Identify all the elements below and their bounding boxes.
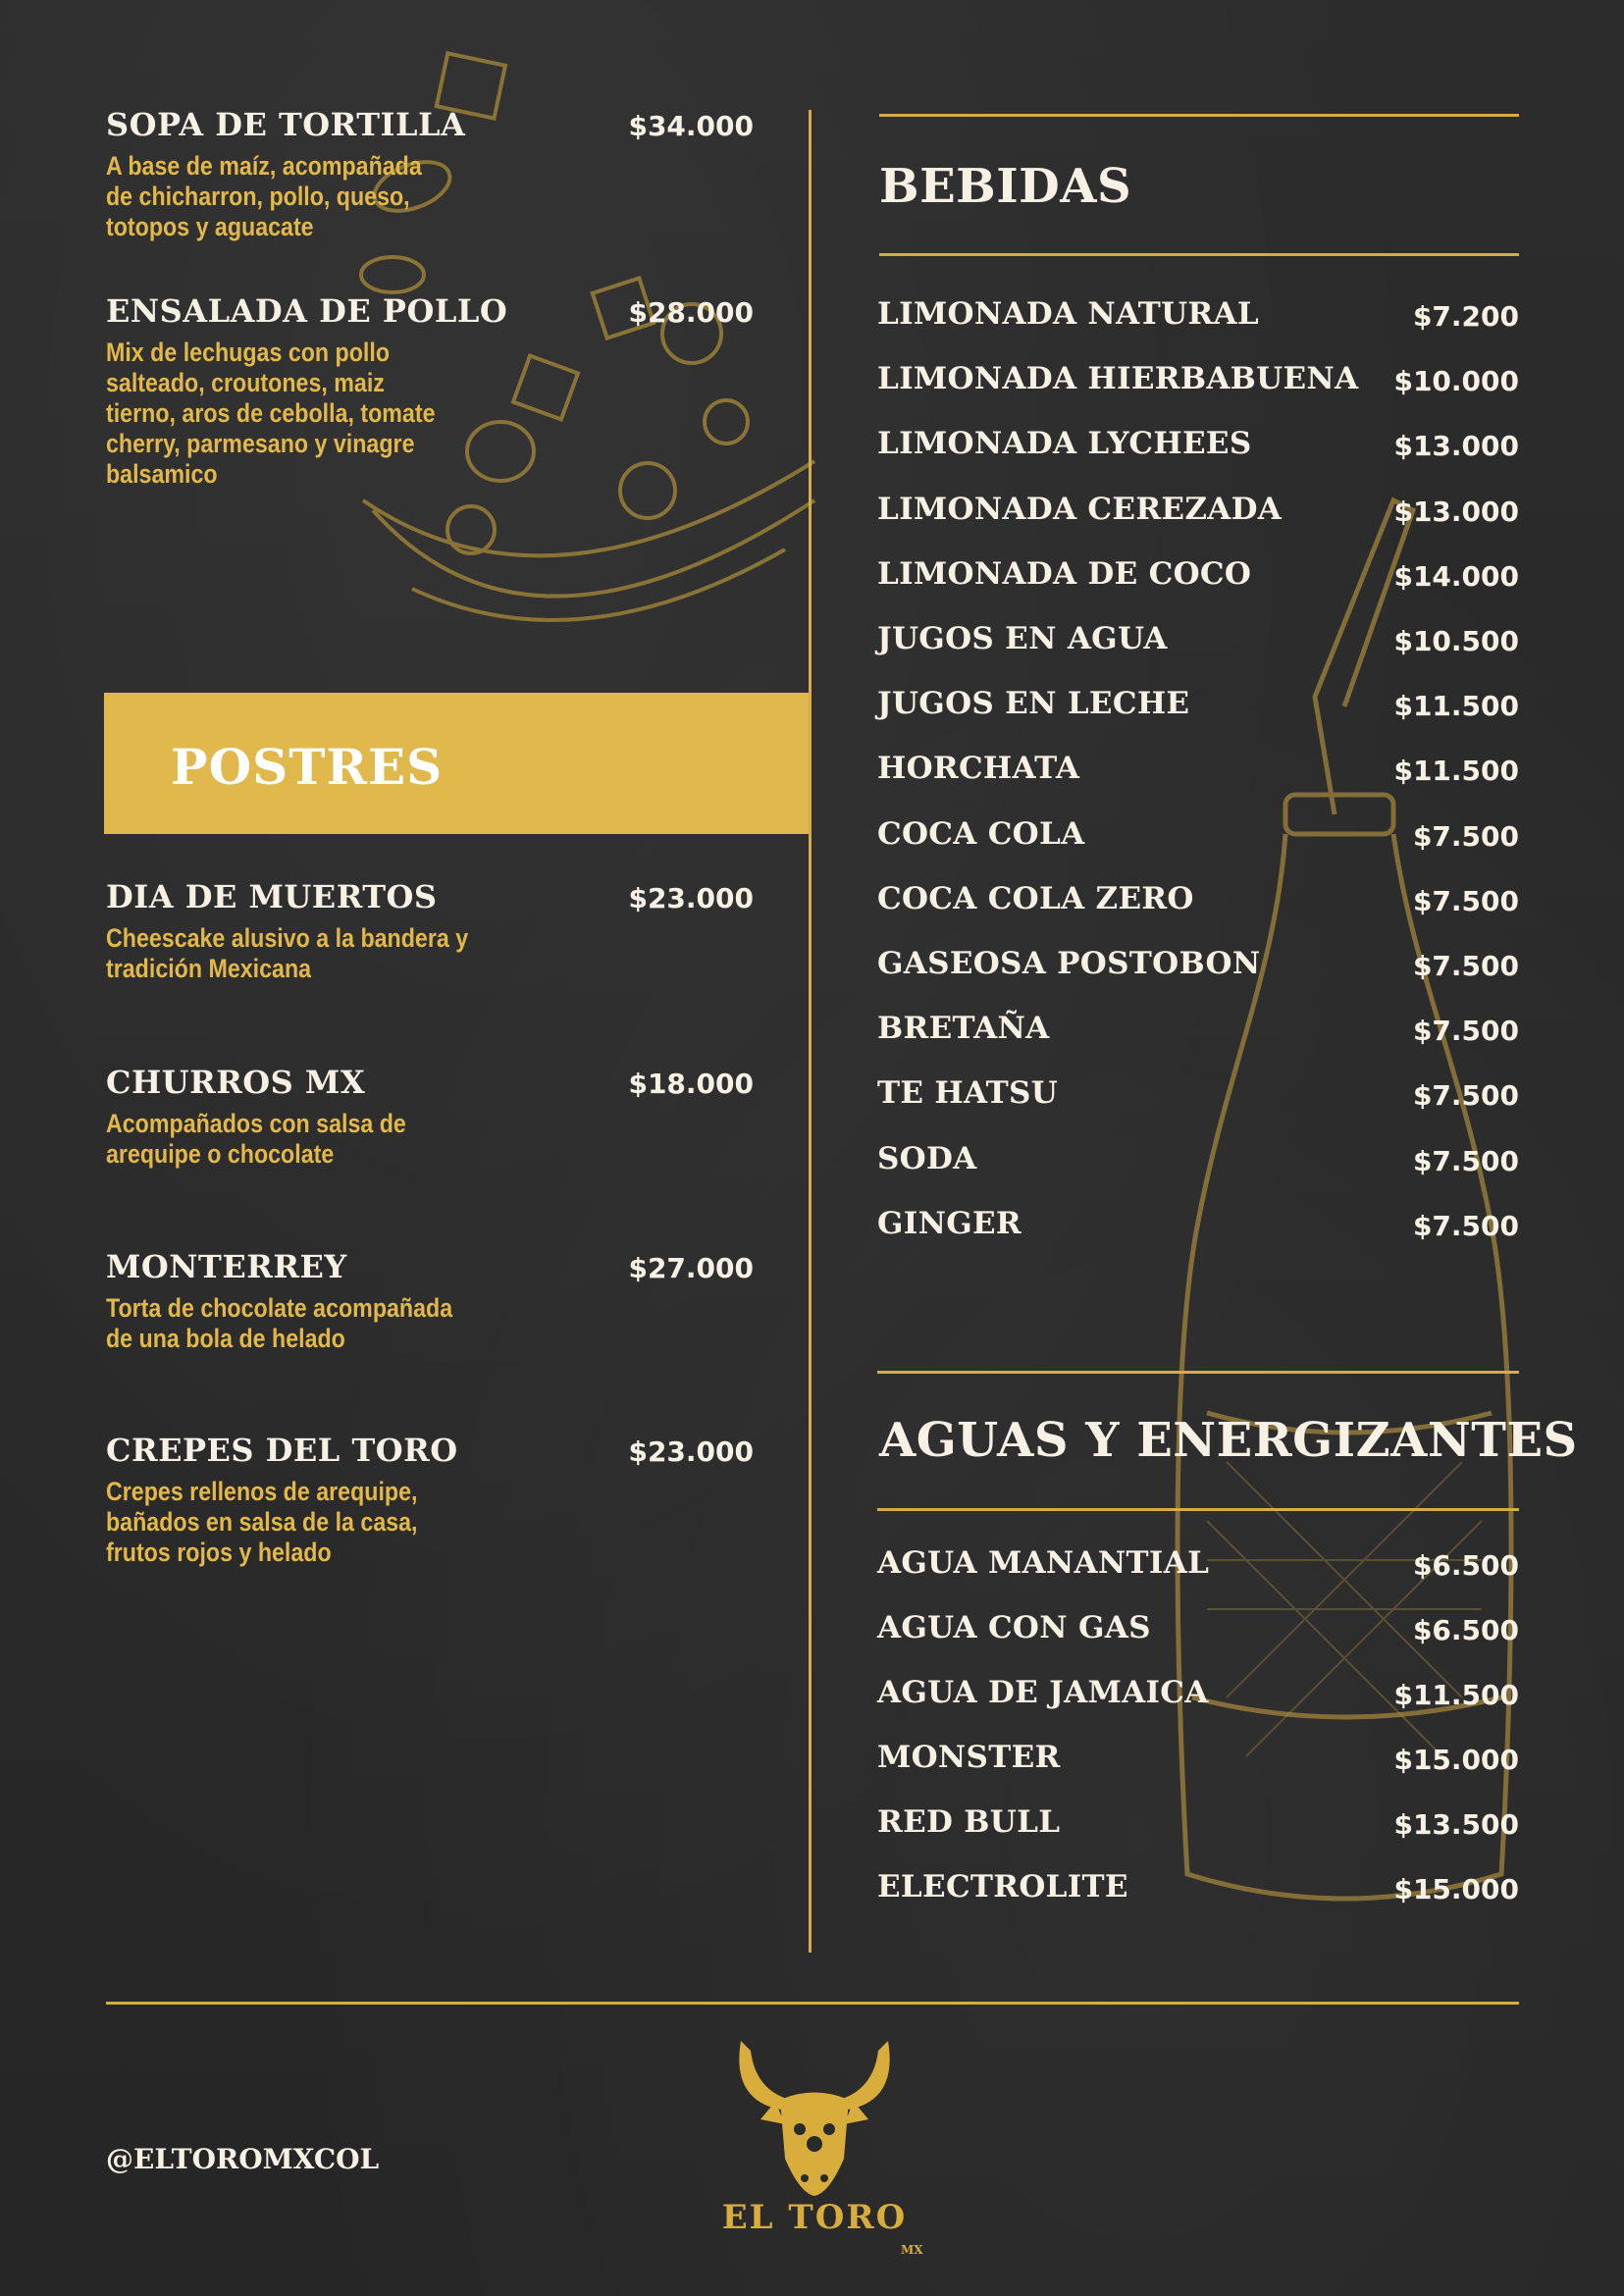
drink-price: $7.500 [1412,819,1519,853]
item-price: $34.000 [628,110,754,142]
aguas-top-rule [877,1371,1519,1374]
drink-price: $7.500 [1412,1144,1519,1177]
drink-name: LIMONADA NATURAL [877,296,1259,332]
logo-subtext: MX [901,2243,923,2257]
bebida-row [877,1075,1519,1119]
item-price: $23.000 [628,1435,754,1468]
drink-name: AGUA DE JAMAICA [877,1675,1209,1710]
drink-price: $6.500 [1412,1614,1519,1646]
drink-name: AGUA CON GAS [877,1610,1151,1645]
drink-price: $13.000 [1393,495,1519,528]
drink-price: $11.500 [1393,1679,1519,1711]
logo-text: EL TORO [721,2198,908,2237]
drink-name: AGUA MANANTIAL [877,1545,1210,1581]
drink-price: $10.000 [1393,365,1519,398]
menu-item-crepes-del-toro [106,1432,754,1567]
drink-name: LIMONADA HIERBABUENA [877,361,1359,397]
agua-row [877,1804,1519,1848]
item-name: ENSALADA DE POLLO [106,292,508,330]
item-name: CHURROS MX [106,1064,366,1101]
item-description: Crepes rellenos de arequipe, bañados en salsa de la casa, frutos rojos y helado [106,1477,418,1567]
aguas-bottom-rule [877,1508,1519,1511]
drink-price: $10.500 [1393,625,1519,657]
drink-name: LIMONADA DE COCO [877,555,1252,592]
drink-price: $7.200 [1412,300,1519,333]
drink-price: $7.500 [1412,1015,1519,1048]
bebida-row [877,621,1519,664]
drink-name: GASEOSA POSTOBON [877,946,1261,981]
el-toro-logo [721,2031,908,2247]
drink-price: $7.500 [1412,950,1519,982]
bebida-row [877,1011,1519,1054]
drink-name: GINGER [877,1205,1022,1241]
bebida-row [877,686,1519,729]
drink-price: $15.000 [1393,1873,1519,1905]
drink-name: JUGOS EN AGUA [877,621,1168,656]
bebida-row [877,881,1519,924]
drink-price: $15.000 [1393,1744,1519,1776]
bebida-row [877,751,1519,794]
bebida-row [877,1141,1519,1184]
drink-price: $11.500 [1393,690,1519,723]
item-description: Torta de chocolate acompañada de una bola de helado [106,1293,453,1353]
bebida-row [877,816,1519,860]
section-title-bebidas: BEBIDAS [879,159,1132,214]
bull-logo-icon [721,2031,908,2198]
drink-price: $6.500 [1412,1549,1519,1582]
drink-price: $7.500 [1412,884,1519,917]
item-description: Mix de lechugas con pollo salteado, croutones, maiz tierno, aros de cebolla, tomate cherry, parmesano y vinagre balsamico [106,338,436,489]
bebida-row [877,946,1519,989]
bebida-row [877,556,1519,600]
section-title-aguas: AGUAS Y ENERGIZANTES [879,1413,1578,1468]
bebida-row [877,492,1519,535]
item-price: $23.000 [628,882,754,914]
drink-price: $13.500 [1393,1808,1519,1841]
item-price: $27.000 [628,1252,754,1284]
drink-name: COCA COLA [877,815,1085,852]
item-name: SOPA DE TORTILLA [106,106,466,143]
agua-row [877,1869,1519,1912]
bebida-row [877,1206,1519,1249]
drink-price: $13.000 [1393,430,1519,463]
bebida-row [877,361,1519,404]
bebida-row [877,426,1519,469]
drink-price: $14.000 [1393,559,1519,593]
social-handle: @ELTOROMXCOL [106,2143,380,2175]
agua-row [877,1545,1519,1589]
bebida-row [877,296,1519,339]
item-description: A base de maíz, acompañada de chicharron, pollo, queso, totopos y aguacate [106,151,422,241]
drink-name: JUGOS EN LECHE [877,686,1190,722]
bebidas-top-rule [879,114,1519,117]
menu-item-sopa-de-tortilla [106,106,754,263]
menu-item-monterrey [106,1248,754,1376]
drink-name: LIMONADA LYCHEES [877,426,1252,462]
drink-price: $7.500 [1412,1209,1519,1242]
item-price: $18.000 [628,1068,754,1100]
drink-price: $7.500 [1412,1079,1519,1113]
menu-item-dia-de-muertos [106,878,754,1006]
menu-item-ensalada-de-pollo [106,292,754,489]
agua-row [877,1740,1519,1783]
item-description: Acompañados con salsa de arequipe o chocolate [106,1109,406,1169]
drink-name: SODA [877,1140,977,1176]
bebidas-bottom-rule [879,253,1519,256]
drink-name: HORCHATA [877,751,1080,787]
drink-name: TE HATSU [877,1075,1059,1112]
footer-rule [106,2002,1519,2005]
drink-name: MONSTER [877,1740,1061,1775]
item-price: $28.000 [628,296,754,329]
item-description: Cheescake alusivo a la bandera y tradición Mexicana [106,923,469,983]
drink-name: LIMONADA CEREZADA [877,491,1283,527]
drink-name: BRETAÑA [877,1011,1050,1047]
column-divider [809,110,812,1953]
menu-item-churros-mx [106,1064,754,1191]
postres-header [104,693,811,834]
agua-row [877,1675,1519,1718]
drink-name: ELECTROLITE [877,1869,1128,1905]
item-name: DIA DE MUERTOS [106,878,438,915]
item-name: CREPES DEL TORO [106,1432,458,1469]
drink-price: $11.500 [1393,755,1519,788]
drink-name: RED BULL [877,1804,1061,1840]
drink-name: COCA COLA ZERO [877,880,1194,916]
section-title-postres: POSTRES [171,738,444,796]
item-name: MONTERREY [106,1248,347,1285]
agua-row [877,1610,1519,1653]
